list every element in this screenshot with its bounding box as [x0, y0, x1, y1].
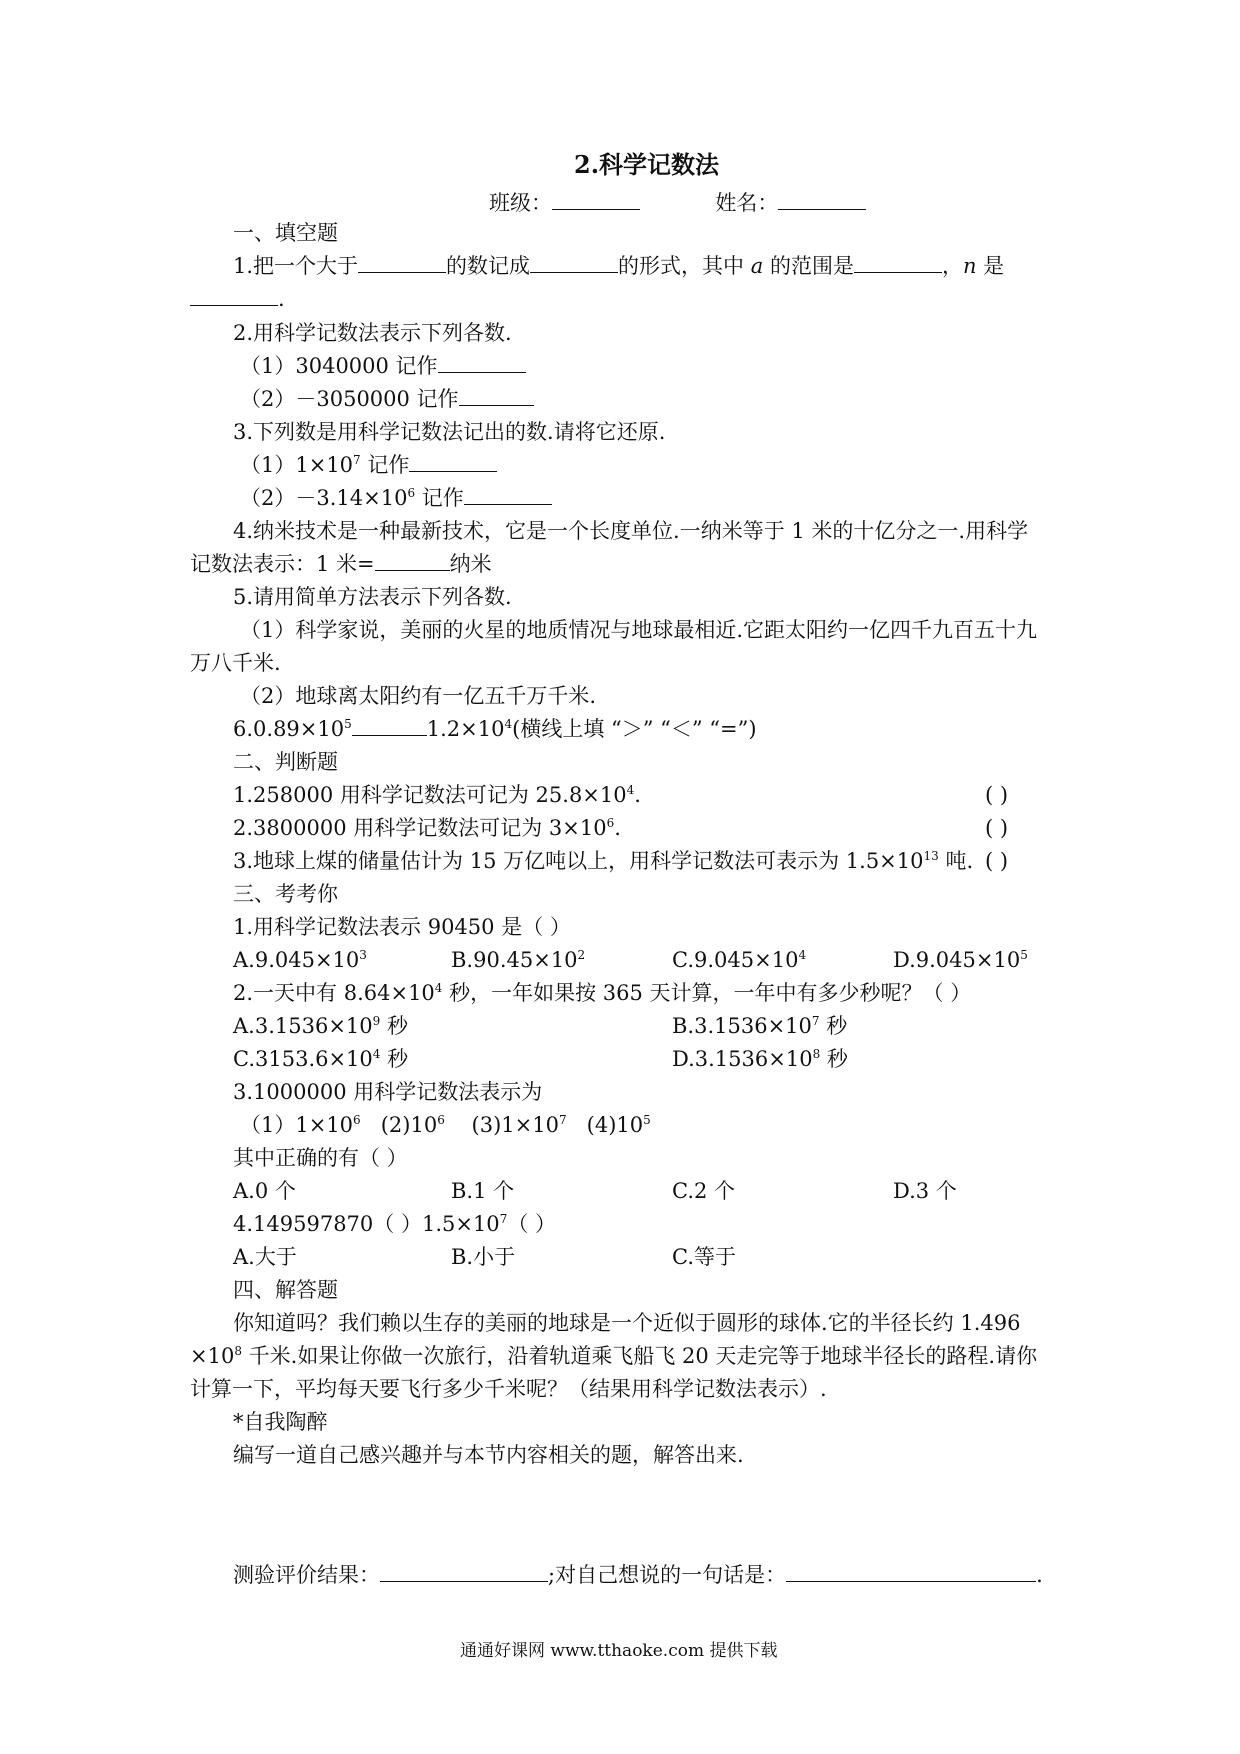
s1-q4-line1: 4.纳米技术是一种最新技术，它是一个长度单位.一纳米等于 1 米的十亿分之一.用科学	[233, 519, 1029, 543]
s3-q3-item-1-exp: 6	[353, 1113, 361, 1127]
s1-q3-2-text: 记作	[421, 486, 464, 510]
s3-q3-item-4-base: (4)10	[586, 1113, 644, 1137]
s1-q1-text-e: 是	[983, 254, 1005, 278]
s3-q2-option-d[interactable]	[672, 1044, 848, 1074]
class-blank[interactable]	[552, 189, 640, 210]
s1-q1-blank-2[interactable]	[530, 252, 618, 273]
s2-q1-text: 1.258000 用科学记数法可记为 25.8×10	[233, 783, 627, 807]
s1-q1-var-a: a	[750, 254, 764, 278]
s1-q6	[233, 714, 757, 744]
s2-q3-end: 吨.	[938, 849, 974, 873]
s3-q2-option-b-base: B.3.1536×10	[672, 1014, 812, 1038]
s1-q3-1-base: （1）1×10	[240, 453, 354, 477]
s1-q6-base-1: 6.0.89×10	[233, 717, 345, 741]
s1-q5-2: （2）地球离太阳约有一亿五千万千米.	[240, 684, 597, 708]
class-label: 班级：	[489, 191, 552, 215]
s3-q3-item-3-exp: 7	[558, 1113, 567, 1127]
s1-q2-1	[240, 351, 526, 381]
s3-q4-text-a: 4.149597870（ ）1.5×10	[233, 1212, 500, 1236]
s1-q6-base-2: 1.2×10	[426, 717, 505, 741]
page-title: 2.科学记数法	[574, 150, 720, 179]
s2-q1	[233, 780, 641, 810]
s3-q1-option-b-base: B.90.45×10	[451, 948, 578, 972]
s3-q4-option-a[interactable]: A.大于	[233, 1245, 297, 1269]
s3-q4-option-c[interactable]: C.等于	[672, 1245, 736, 1269]
s4-line3: 计算一下，平均每天要飞行多少千米呢？（结果用科学记数法表示）.	[190, 1377, 827, 1401]
s2-q2-text: 2.3800000 用科学记数法可记为 3×10	[233, 816, 607, 840]
s1-q6-exp-1: 5	[344, 717, 352, 731]
s1-q6-blank[interactable]	[352, 715, 427, 736]
extra-heading: *自我陶醉	[233, 1410, 328, 1434]
section-4-heading: 四、解答题	[233, 1278, 338, 1302]
s1-q3-2-blank[interactable]	[464, 484, 552, 505]
s3-q3-option-c[interactable]: C.2 个	[672, 1179, 736, 1203]
s3-q1-option-c[interactable]	[672, 945, 806, 975]
s3-q3-item-4-exp: 5	[643, 1113, 651, 1127]
s3-q2-option-c[interactable]	[233, 1044, 408, 1074]
s3-q3-items	[240, 1110, 651, 1140]
s1-q1-text-d: 的范围是	[769, 254, 854, 278]
evaluation-result-blank[interactable]	[380, 1561, 548, 1582]
s3-q2-option-a-base: A.3.1536×10	[233, 1014, 373, 1038]
s1-q3-1-exp: 7	[353, 453, 361, 467]
s2-q3-text: 3.地球上煤的储量估计为 15 万亿吨以上，用科学记数法可表示为 1.5×10	[233, 849, 924, 873]
s1-q3-1-blank[interactable]	[409, 451, 497, 472]
s3-q3: 3.1000000 用科学记数法表示为	[233, 1080, 543, 1104]
s1-q6-hint: (横线上填 “＞” “＜” “=”)	[512, 717, 757, 741]
s3-q2-option-d-base: D.3.1536×10	[672, 1047, 813, 1071]
s4-line2-exp: 8	[234, 1344, 242, 1358]
s1-q5: 5.请用简单方法表示下列各数.	[233, 585, 512, 609]
s3-q2-text-b: 秒，一年如果按 365 天计算，一年中有多少秒呢？（ ）	[442, 981, 972, 1005]
s2-q3-answer-paren[interactable]: ( )	[985, 849, 1009, 873]
s3-q3-ask: 其中正确的有（ ）	[233, 1146, 408, 1170]
s3-q4-exp: 7	[499, 1212, 508, 1226]
s1-q1-line1	[233, 251, 1004, 281]
s3-q1-option-c-base: C.9.045×10	[672, 948, 799, 972]
s1-q1-blank-4[interactable]	[190, 285, 278, 306]
s1-q3-2	[240, 483, 552, 513]
s1-q6-exp-2: 4	[504, 717, 513, 731]
s2-q3-exp: 13	[923, 849, 939, 863]
s2-q1-exp: 4	[626, 783, 635, 797]
s3-q1-option-a-exp: 3	[359, 948, 367, 962]
s1-q1-sep: ，	[941, 254, 963, 278]
s1-q3-2-base: （2）－3.14×10	[240, 486, 408, 510]
s3-q2-option-b[interactable]	[672, 1011, 847, 1041]
s2-q1-answer-paren[interactable]: ( )	[985, 783, 1009, 807]
s1-q3-1-text: 记作	[367, 453, 410, 477]
s1-q3-1	[240, 450, 497, 480]
s2-q2-exp: 6	[606, 816, 615, 830]
s3-q2-option-c-unit: 秒	[380, 1047, 409, 1071]
s3-q2-exp: 4	[434, 981, 443, 995]
s3-q1: 1.用科学记数法表示 90450 是（ ）	[233, 915, 571, 939]
s1-q5-1-line2: 万八千米.	[190, 651, 281, 675]
s1-q2-1-blank[interactable]	[438, 352, 526, 373]
s3-q4	[233, 1209, 556, 1239]
s2-q2	[233, 813, 621, 843]
s3-q3-option-a[interactable]: A.0 个	[233, 1179, 296, 1203]
s4-line2-base: ×10	[190, 1344, 235, 1368]
s3-q2-option-a-exp: 9	[372, 1014, 381, 1028]
s3-q1-option-c-exp: 4	[798, 948, 807, 962]
s3-q1-option-b-exp: 2	[577, 948, 586, 962]
s3-q3-item-2-base: (2)10	[380, 1113, 438, 1137]
s1-q3-2-exp: 6	[407, 486, 416, 500]
evaluation-line	[233, 1560, 1043, 1590]
s1-q1-var-n: n	[962, 254, 977, 278]
evaluation-label: 测验评价结果：	[233, 1563, 380, 1587]
s1-q2-2-blank[interactable]	[459, 385, 534, 406]
s1-q4-text-b: 纳米	[449, 552, 492, 576]
section-2-heading: 二、判断题	[233, 750, 338, 774]
s1-q4-text-a: 记数法表示：1 米=	[190, 552, 375, 576]
s3-q3-option-d[interactable]: D.3 个	[893, 1179, 957, 1203]
s3-q1-option-a-base: A.9.045×10	[233, 948, 360, 972]
s3-q2-option-a[interactable]	[233, 1011, 408, 1041]
evaluation-end: .	[1036, 1563, 1043, 1587]
s1-q1-line2	[190, 284, 285, 314]
s1-q4-blank[interactable]	[375, 550, 450, 571]
s1-q1-blank-1[interactable]	[358, 252, 446, 273]
self-message-blank[interactable]	[786, 1561, 1036, 1582]
s3-q2	[233, 978, 971, 1008]
s1-q1-blank-3[interactable]	[854, 252, 942, 273]
s3-q2-option-b-exp: 7	[811, 1014, 820, 1028]
s3-q1-option-b[interactable]	[451, 945, 585, 975]
s3-q2-option-d-exp: 8	[812, 1047, 821, 1061]
s2-q2-end: .	[614, 816, 621, 840]
s3-q2-option-c-exp: 4	[372, 1047, 381, 1061]
s4-line2	[190, 1341, 1037, 1371]
s3-q1-option-a[interactable]	[233, 945, 367, 975]
s1-q2-1-text: （1）3040000 记作	[240, 354, 438, 378]
s4-line1: 你知道吗？我们赖以生存的美丽的地球是一个近似于圆形的球体.它的半径长约 1.496	[233, 1311, 1021, 1335]
s1-q1-text-b: 的数记成	[446, 254, 531, 278]
s3-q2-option-b-unit: 秒	[819, 1014, 848, 1038]
s1-q4-line2	[190, 549, 492, 579]
s3-q4-text-b: （ ）	[507, 1212, 557, 1236]
s3-q1-option-d-exp: 5	[1020, 948, 1028, 962]
s3-q2-option-c-base: C.3153.6×10	[233, 1047, 373, 1071]
s4-line2-text: 千米.如果让你做一次旅行，沿着轨道乘飞船飞 20 天走完等于地球半径长的路程.请你	[241, 1344, 1038, 1368]
section-3-heading: 三、考考你	[233, 882, 338, 906]
section-1-heading: 一、填空题	[233, 221, 338, 245]
s1-q3: 3.下列数是用科学记数法记出的数.请将它还原.	[233, 420, 666, 444]
self-message-label: ;对自己想说的一句话是：	[548, 1563, 787, 1587]
name-label: 姓名：	[715, 191, 779, 215]
s3-q3-item-3-base: (3)1×10	[471, 1113, 559, 1137]
s3-q1-option-d-base: D.9.045×10	[893, 948, 1021, 972]
s3-q2-option-a-unit: 秒	[380, 1014, 408, 1038]
s3-q1-option-d[interactable]	[893, 945, 1028, 975]
s1-q1-text-c: 的形式，其中	[618, 254, 745, 278]
s3-q4-option-b[interactable]: B.小于	[451, 1245, 516, 1269]
s1-q2-2	[240, 384, 534, 414]
s1-q5-1-line1: （1）科学家说，美丽的火星的地质情况与地球最相近.它距太阳约一亿四千九百五十九	[240, 618, 1038, 642]
name-blank[interactable]	[778, 189, 866, 210]
s3-q3-item-2-exp: 6	[437, 1113, 445, 1127]
s1-q1-end: .	[278, 287, 285, 311]
s3-q2-text-a: 2.一天中有 8.64×10	[233, 981, 435, 1005]
s3-q3-item-1-base: （1）1×10	[240, 1113, 354, 1137]
s1-q2-2-text: （2）－3050000 记作	[240, 387, 459, 411]
s3-q3-option-b[interactable]: B.1 个	[451, 1179, 515, 1203]
student-info-line	[489, 188, 866, 218]
page-footer: 通通好课网 www.tthaoke.com 提供下载	[460, 1641, 778, 1661]
extra-text: 编写一道自己感兴趣并与本节内容相关的题，解答出来.	[233, 1443, 744, 1467]
s2-q2-answer-paren[interactable]: ( )	[985, 816, 1009, 840]
s1-q2: 2.用科学记数法表示下列各数.	[233, 321, 512, 345]
s2-q1-end: .	[634, 783, 641, 807]
s3-q2-option-d-unit: 秒	[820, 1047, 848, 1071]
s1-q1-text-a: 1.把一个大于	[233, 254, 359, 278]
s2-q3	[233, 846, 973, 876]
